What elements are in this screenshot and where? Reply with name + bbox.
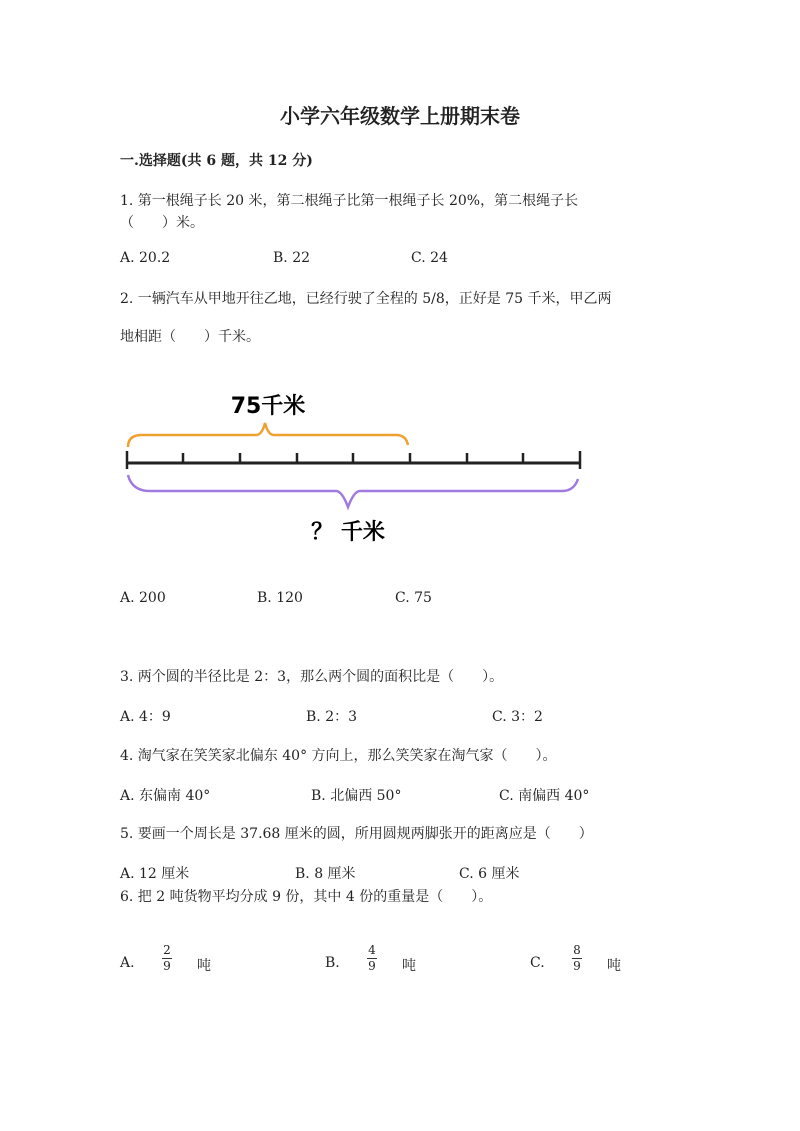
fraction-numerator: 8 [573,943,581,957]
question-2-option-a: A. 200 [120,590,166,606]
question-1-text-cont: （ ）米。 [120,215,204,231]
fraction-numerator: 4 [368,943,376,957]
question-3-text: 3. 两个圆的半径比是 2：3，那么两个圆的面积比是（ ）。 [120,669,504,685]
question-2-text: 2. 一辆汽车从甲地开往乙地，已经行驶了全程的 5/8，正好是 75 千米，甲乙两 [120,291,612,307]
question-5-text: 5. 要画一个周长是 37.68 厘米的圆，所用圆规两脚张开的距离应是（ ） [120,826,593,842]
question-5-option-c: C. 6 厘米 [459,866,520,882]
bottom-brace-label: ？ 千米 [311,520,385,545]
question-5-option-a: A. 12 厘米 [120,866,190,882]
orange-brace [128,423,408,447]
question-6-option-a-unit: 吨 [197,958,211,974]
question-1-option-c: C. 24 [411,250,448,266]
question-6-option-b-unit: 吨 [402,958,416,974]
fraction-denominator: 9 [573,959,581,973]
question-4-text: 4. 淘气家在笑笑家北偏东 40° 方向上，那么笑笑家在淘气家（ ）。 [120,748,557,764]
question-6-text: 6. 把 2 吨货物平均分成 9 份，其中 4 份的重量是（ ）。 [120,889,493,905]
question-6-option-a-fraction [162,944,172,973]
question-1-text: 1. 第一根绳子长 20 米，第二根绳子比第一根绳子长 20%，第二根绳子长 [120,193,579,209]
question-6-option-c-fraction [572,944,582,973]
top-brace-label: 75千米 [230,394,306,419]
question-4-option-a: A. 东偏南 40° [120,788,211,804]
question-2-option-c: C. 75 [395,590,432,606]
question-6-option-c-letter: C. [530,955,545,971]
segment-diagram [110,385,600,555]
question-1-option-b: B. 22 [273,250,311,266]
tick-marks [127,451,580,469]
question-6-option-b-fraction [367,944,377,973]
question-3-option-a: A. 4：9 [120,709,171,725]
purple-brace [128,475,578,507]
question-1-option-a: A. 20.2 [120,250,171,266]
fraction-denominator: 9 [163,959,171,973]
question-3-option-c: C. 3：2 [492,709,543,725]
fraction-numerator: 2 [163,943,171,957]
section-heading: 一.选择题(共 6 题，共 12 分) [120,153,313,169]
question-6-option-b-letter: B. [325,955,340,971]
question-6-option-a-letter: A. [120,955,135,971]
page-title: 小学六年级数学上册期末卷 [280,104,520,128]
question-4-option-c: C. 南偏西 40° [499,788,590,804]
question-4-option-b: B. 北偏西 50° [311,788,402,804]
question-3-option-b: B. 2：3 [306,709,358,725]
question-2-text-cont: 地相距（ ）千米。 [120,329,260,345]
question-6-option-c-unit: 吨 [607,958,621,974]
question-2-option-b: B. 120 [257,590,303,606]
question-5-option-b: B. 8 厘米 [295,866,356,882]
fraction-denominator: 9 [368,959,376,973]
